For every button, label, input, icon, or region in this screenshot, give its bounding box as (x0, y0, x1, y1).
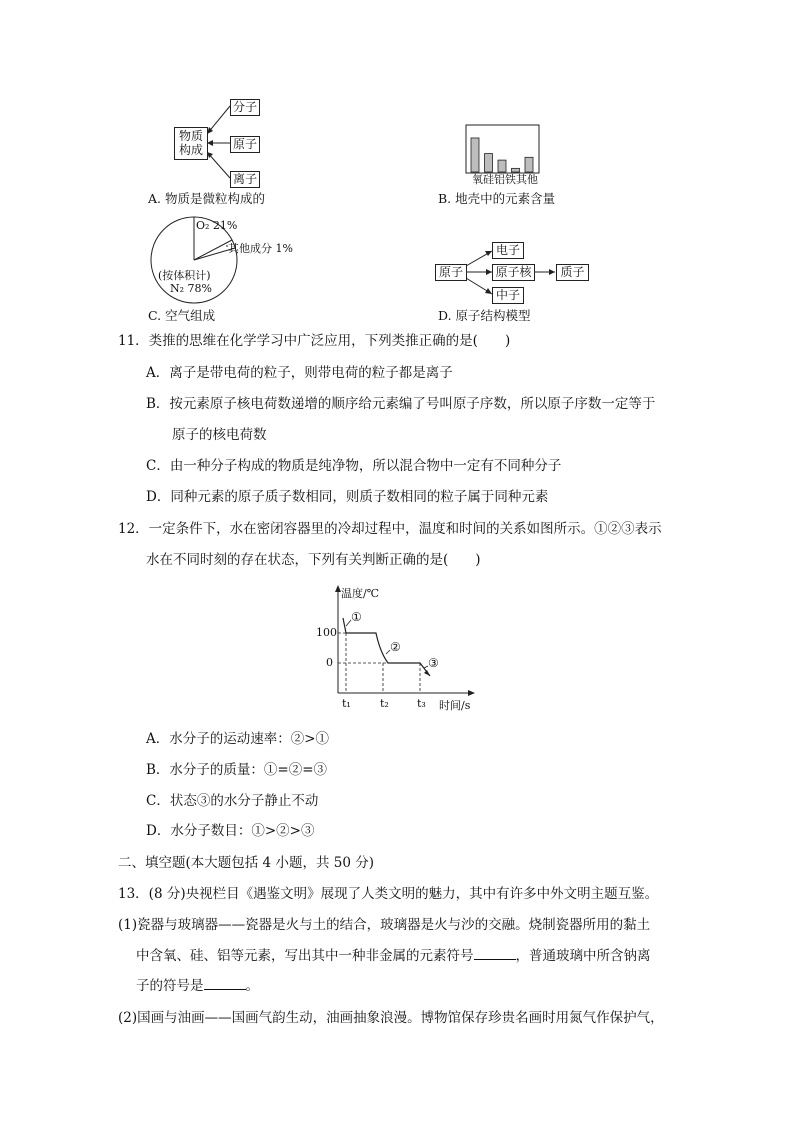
answer-blank-2[interactable] (204, 977, 246, 990)
q13-part1-line2-a: 中含氧、硅、铝等元素，写出其中一种非金属的元素符号 (136, 948, 474, 964)
q12-y0: 0 (326, 656, 333, 669)
figure-c-o2-label: O₂ 21% (196, 219, 238, 232)
figure-a-caption: A. 物质是微粒构成的 (148, 191, 265, 206)
figure-a-center-line2: 构成 (178, 143, 203, 157)
q13-part1-line2-b: ，普通玻璃中所含钠离 (515, 948, 651, 964)
q13-part2-line1: (2)国画与油画——国画气韵生动，油画抽象浪漫。博物馆保存珍贵名画时用氮气作保护气， (118, 1010, 664, 1026)
q13-part1-line3 (136, 977, 259, 995)
figure-c-basis-label: (按体积计) (158, 269, 211, 282)
q13-part1-line3-b: 。 (245, 978, 259, 994)
q11-option-d: D．同种元素的原子质子数相同，则质子数相同的粒子属于同种元素 (146, 489, 549, 505)
figure-d-nucleus: 原子核 (492, 264, 535, 281)
q12-t2: t₂ (380, 697, 389, 710)
q12-t3: t₃ (417, 697, 426, 710)
figure-a-center-line1: 物质 (178, 129, 203, 143)
figure-c-n2-label: N₂ 78% (170, 282, 212, 295)
q11-stem: 11．类推的思维在化学学习中广泛应用，下列类推正确的是( ) (118, 333, 511, 349)
figure-d-electron: 电子 (492, 242, 524, 259)
q12-marker-3: ③ (428, 656, 439, 670)
figure-a-item-atom: 原子 (230, 136, 260, 153)
figure-b-xlabel: 氧硅铝铁其他 (472, 173, 538, 186)
q11-option-b-line2: 原子的核电荷数 (172, 427, 267, 443)
figure-c-caption: C. 空气组成 (148, 308, 216, 323)
q11-option-b-line1: B．按元素原子核电荷数递增的顺序给元素编了号叫原子序数，所以原子序数一定等于 (146, 396, 656, 412)
figure-d-neutron: 中子 (492, 287, 524, 304)
q12-marker-2: ② (390, 640, 401, 654)
q12-marker-1: ① (351, 610, 362, 624)
figure-b-caption: B. 地壳中的元素含量 (438, 191, 556, 206)
q12-option-c: C．状态③的水分子静止不动 (146, 793, 319, 809)
figure-c-other-label: 其他成分 1% (228, 242, 293, 255)
figure-a-item-molecule: 分子 (230, 99, 260, 116)
section-2-heading: 二、填空题(本大题包括 4 小题，共 50 分) (118, 855, 374, 871)
figure-a-item-ion: 离子 (230, 171, 260, 188)
q12-stem-line2: 水在不同时刻的存在状态，下列有关判断正确的是( ) (146, 552, 481, 568)
answer-blank-1[interactable] (474, 947, 516, 960)
q12-option-a: A．水分子的运动速率：②>① (146, 731, 330, 747)
q13-part1-line2 (136, 947, 651, 965)
q12-option-d: D．水分子数目：①>②>③ (146, 823, 315, 839)
q12-ylabel: 温度/℃ (341, 587, 380, 600)
q13-part1-line3-a: 子的符号是 (136, 978, 204, 994)
q12-stem-line1: 12．一定条件下，水在密闭容器里的冷却过程中，温度和时间的关系如图所示。①②③表示 (118, 521, 662, 537)
q12-xlabel: 时间/s (439, 699, 471, 712)
figure-d-atom: 原子 (435, 264, 467, 281)
q11-option-a: A．离子是带电荷的粒子，则带电荷的粒子都是离子 (146, 365, 453, 381)
q12-y100: 100 (316, 626, 337, 639)
q11-option-c: C．由一种分子构成的物质是纯净物，所以混合物中一定有不同种分子 (146, 458, 562, 474)
q13-stem: 13．(8 分)央视栏目《遇鉴文明》展现了人类文明的魅力，其中有许多中外文明主题互鉴。 (118, 886, 659, 902)
figure-d-caption: D. 原子结构模型 (438, 308, 531, 323)
q13-part1-line1: (1)瓷器与玻璃器——瓷器是火与土的结合，玻璃器是火与沙的交融。烧制瓷器所用的黏土 (118, 917, 651, 933)
q12-t1: t₁ (342, 697, 351, 710)
figure-d-proton: 质子 (556, 264, 589, 281)
q12-cooling-curve (343, 618, 430, 676)
q12-option-b: B．水分子的质量：①=②=③ (146, 762, 328, 778)
